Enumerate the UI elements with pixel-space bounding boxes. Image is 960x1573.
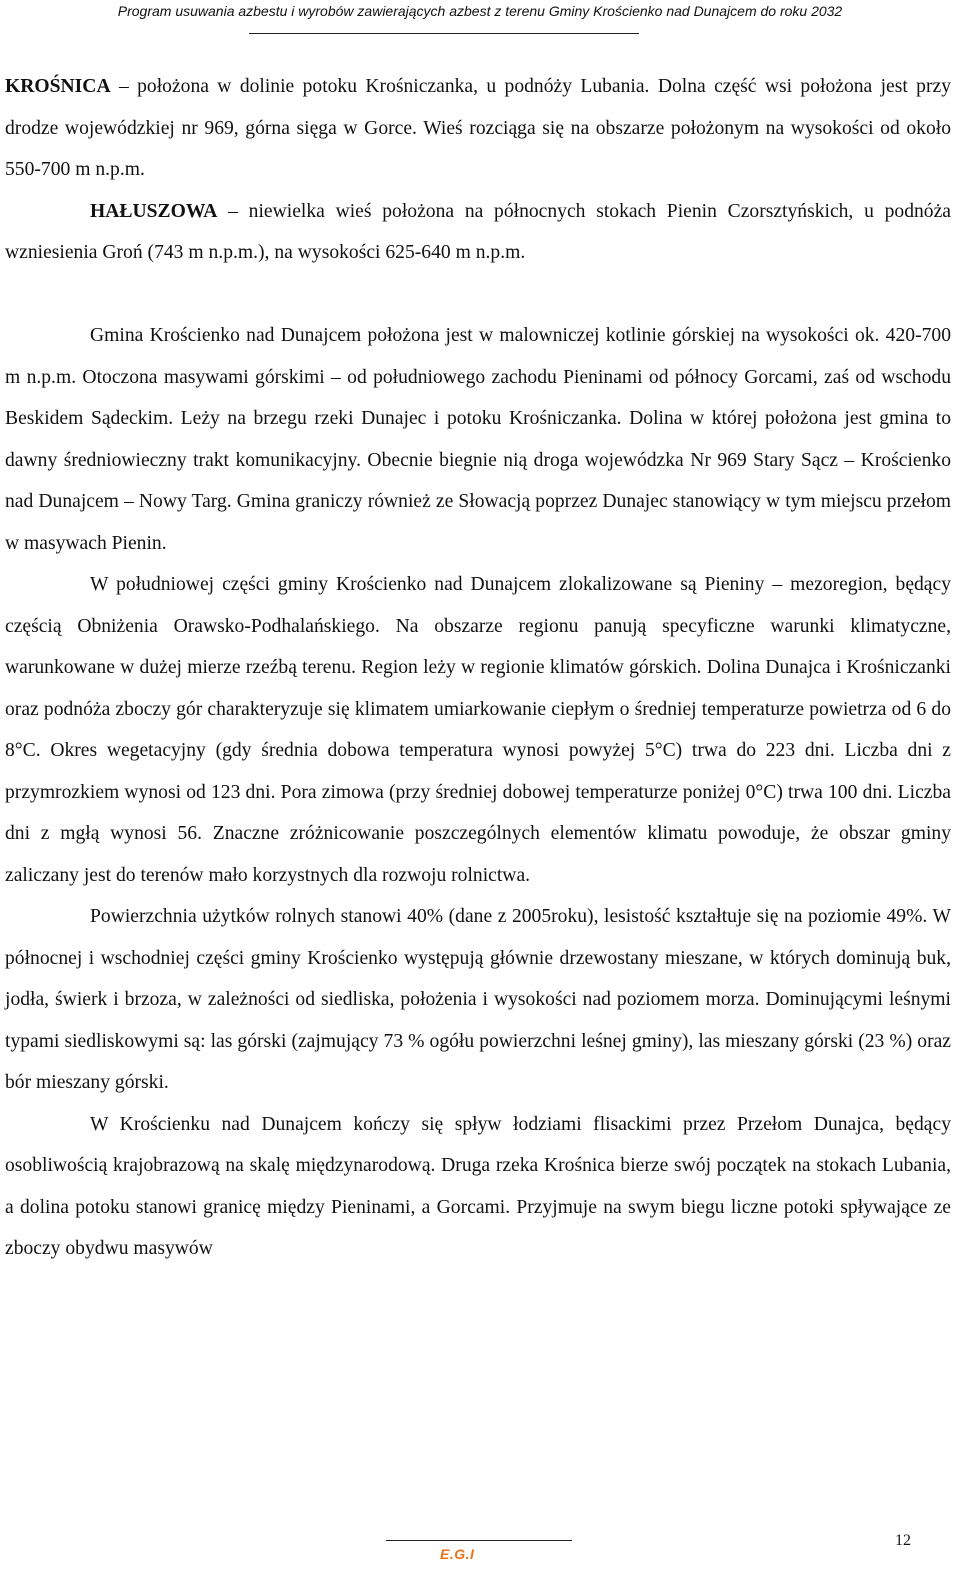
document-title: Program usuwania azbestu i wyrobów zawierających azbest z terenu Gminy Krościenko nad Dunajcem do roku 2032 <box>117 3 843 19</box>
page-header <box>0 0 960 20</box>
page-number: 12 <box>895 1532 911 1549</box>
paragraph-climate: W południowej części gminy Krościenko nad Dunajcem zlokalizowane są Pieniny – mezoregion, będący częścią Obniżenia Orawsko-Podhalańskiego. Na obszarze regionu panują specyficzne warunki klimatyczne, warunkowane w dużej mierze rzeźbą terenu. Region leży w regionie klimatów górskich. Dolina Dunajca i Krośniczanki oraz podnóża zboczy gór charakteryzuje się klimatem umiarkowanie ciepłym o średniej temperaturze powietrza od 6 do 8°C. Okres wegetacyjny (gdy średnia dobowa temperatura wynosi powyżej 5°C) trwa do 223 dni. Liczba dni z przymrozkiem wynosi od 123 dni. Pora zimowa (przy średniej dobowej temperaturze poniżej 0°C) trwa 100 dni. Liczba dni z mgłą wynosi 56. Znaczne zróżnicowanie poszczególnych elementów klimatu powoduje, że obszar gminy zaliczany jest do terenów mało korzystnych dla rozwoju rolnictwa. <box>5 574 951 886</box>
place-name-haluszowa: HAŁUSZOWA <box>90 200 218 222</box>
place-name-kroscica: KROŚNICA <box>5 76 111 97</box>
document-body <box>5 66 951 1270</box>
kroscica-description: – położona w dolinie potoku Krośniczanka, u podnóży Lubania. Dolna część wsi położona jest przy drodze wojewódzkiej nr 969, górna sięga w Gorce. Wieś rozciąga się na obszarze położonym na wysokości od około 550-700 m n.p.m. <box>5 76 951 180</box>
company-logo: E.G.I <box>440 1546 475 1562</box>
header-divider <box>249 33 639 34</box>
footer-divider <box>386 1540 572 1541</box>
paragraph-rivers: W Krościenku nad Dunajcem kończy się spływ łodziami flisackimi przez Przełom Dunajca, będący osobliwością krajobrazową na skalę międzynarodową. Druga rzeka Krośnica bierze swój początek na stokach Lubania, a dolina potoku stanowi granicę między Pieninami, a Gorcami. Przyjmuje na swym biegu liczne potoki spływające ze zboczy obydwu masywów <box>5 1113 951 1259</box>
paragraph-location: Gmina Krościenko nad Dunajcem położona jest w malowniczej kotlinie górskiej na wysokości ok. 420-700 m n.p.m. Otoczona masywami górskimi – od południowego zachodu Pieninami od północy Gorcami, zaś od wschodu Beskidem Sądeckim. Leży na brzegu rzeki Dunajec i potoku Krośniczanka. Dolina w której położona jest gmina to dawny średniowieczny trakt komunikacyjny. Obecnie biegnie nią droga wojewódzka Nr 969 Stary Sącz – Krościenko nad Dunajcem – Nowy Targ. Gmina graniczy również ze Słowacją poprzez Dunajec stanowiący w tym miejscu przełom w masywach Pienin. <box>5 325 951 554</box>
paragraph-land-use: Powierzchnia użytków rolnych stanowi 40% (dane z 2005roku), lesistość kształtuje się na poziomie 49%. W północnej i wschodniej części gminy Krościenko występują głównie drzewostany mieszane, w których dominują buk, jodła, świerk i brzoza, w zależności od siedliska, położenia i wysokości nad poziomem morza. Dominującymi leśnymi typami siedliskowymi są: las górski (zajmujący 73 % ogółu powierzchni leśnej gminy), las mieszany górski (23 %) oraz bór mieszany górski. <box>5 906 951 1093</box>
haluszowa-description: – niewielka wieś położona na północnych stokach Pienin Czorsztyńskich, u podnóża wzniesienia Groń (743 m n.p.m.), na wysokości 625-640 m n.p.m. <box>5 200 951 263</box>
paragraph-kroscica <box>5 66 951 191</box>
paragraph-haluszowa <box>5 191 951 274</box>
